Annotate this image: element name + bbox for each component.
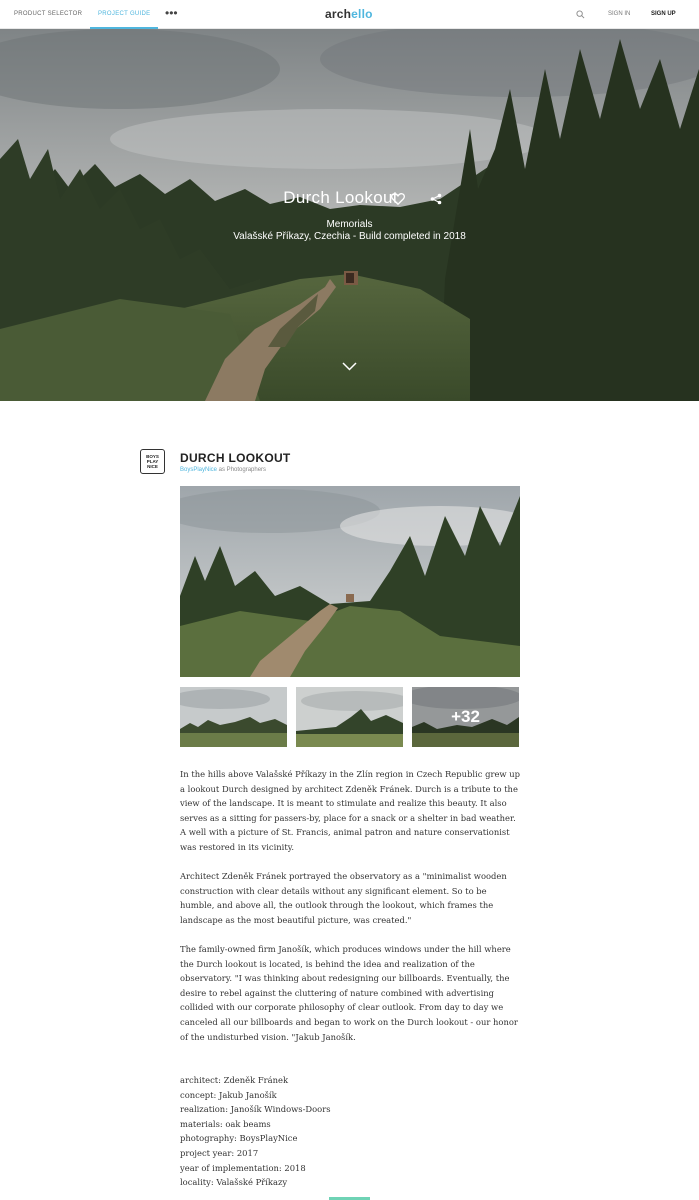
fact-item: realization: Janošík Windows-Doors: [180, 1104, 331, 1115]
hero-category[interactable]: Memorials: [326, 219, 373, 230]
author-logo-line: PLAY: [146, 459, 159, 464]
fact-item: materials: oak beams: [180, 1118, 271, 1129]
heart-icon[interactable]: [391, 192, 405, 206]
article-title: DURCH LOOKOUT: [180, 451, 291, 465]
author-logo-line: NICE: [147, 464, 158, 469]
hero-location: Valašské Příkazy, Czechia - Build completed in 2018: [233, 231, 466, 242]
gallery-thumbnail[interactable]: [296, 687, 403, 747]
share-icon[interactable]: [430, 193, 442, 205]
more-menu-icon[interactable]: •••: [165, 6, 178, 20]
nav-project-guide[interactable]: PROJECT GUIDE: [90, 0, 158, 29]
hero-title: Durch Lookout: [283, 188, 398, 207]
top-nav: [0, 0, 699, 29]
main-photo[interactable]: [180, 486, 520, 677]
main-photo-image: [180, 486, 520, 677]
hero-landscape-image: [0, 29, 699, 401]
logo-accent-text: ello: [351, 7, 373, 21]
search-icon[interactable]: [576, 10, 585, 19]
author-logo-line: BOYS: [146, 454, 159, 459]
fact-item: locality: Valašské Příkazy: [180, 1177, 288, 1188]
fact-item: project year: 2017: [180, 1147, 259, 1158]
chevron-down-icon[interactable]: [342, 362, 357, 371]
fact-item: photography: BoysPlayNice: [180, 1133, 298, 1144]
thumbnail-image: [180, 687, 287, 747]
project-facts: [180, 1073, 331, 1190]
thumbnail-image: [296, 687, 403, 747]
gallery-thumbnail[interactable]: [180, 687, 287, 747]
sign-in-link[interactable]: SIGN IN: [608, 11, 631, 17]
hero-banner: [0, 29, 699, 401]
nav-product-selector[interactable]: PRODUCT SELECTOR: [14, 11, 83, 17]
logo-main-text: arch: [325, 7, 352, 21]
more-photos-count: +32: [412, 687, 519, 747]
article-paragraph: The family-owned firm Janošík, which produces windows under the hill where the Durch lookout is located, is behind the idea and realization of the observatory. "I was thinking about redesigning our billboards. Eventually, the desire to rebel against the cluttering of nature combined with advertising collided with our corporate philosophy of clear outlook. From day to day we canceled all our billboards and began to work on the Durch lookout - our honor of the undisturbed vision. "Jakub Janošík.: [180, 944, 518, 1042]
byline-role: as Photographers: [217, 467, 267, 473]
author-logo[interactable]: [140, 449, 165, 474]
fact-item: concept: Jakub Janošík: [180, 1089, 277, 1100]
article-paragraph: Architect Zdeněk Fránek portrayed the observatory as a "minimalist wooden construction with clear details without any significant element. So to be humble, and above all, the outlook through the lookout, which frames the landscape as the most beautiful picture, was created.": [180, 871, 507, 925]
archello-logo[interactable]: [325, 7, 373, 21]
article-byline: [180, 467, 266, 473]
hero-title-row: [0, 188, 699, 208]
fact-item: year of implementation: 2018: [180, 1162, 306, 1173]
gallery-thumbnail-more[interactable]: [412, 687, 519, 747]
fact-item: architect: Zdeněk Fránek: [180, 1075, 289, 1085]
author-link[interactable]: BoysPlayNice: [180, 467, 218, 473]
sign-up-link[interactable]: SIGN UP: [651, 11, 676, 17]
article-paragraph: In the hills above Valašské Příkazy in the Zlín region in Czech Republic grew up a lookout Durch designed by architect Zdeněk Fránek. Durch is a tribute to the view of the landscape. It is meant to stimulate and realize this beauty. It also serves as a sitting for passers-by, place for a snack or a shelter in bad weather. A well with a picture of St. Francis, animal patron and nature conservationist was restored in its vicinity.: [180, 769, 520, 852]
